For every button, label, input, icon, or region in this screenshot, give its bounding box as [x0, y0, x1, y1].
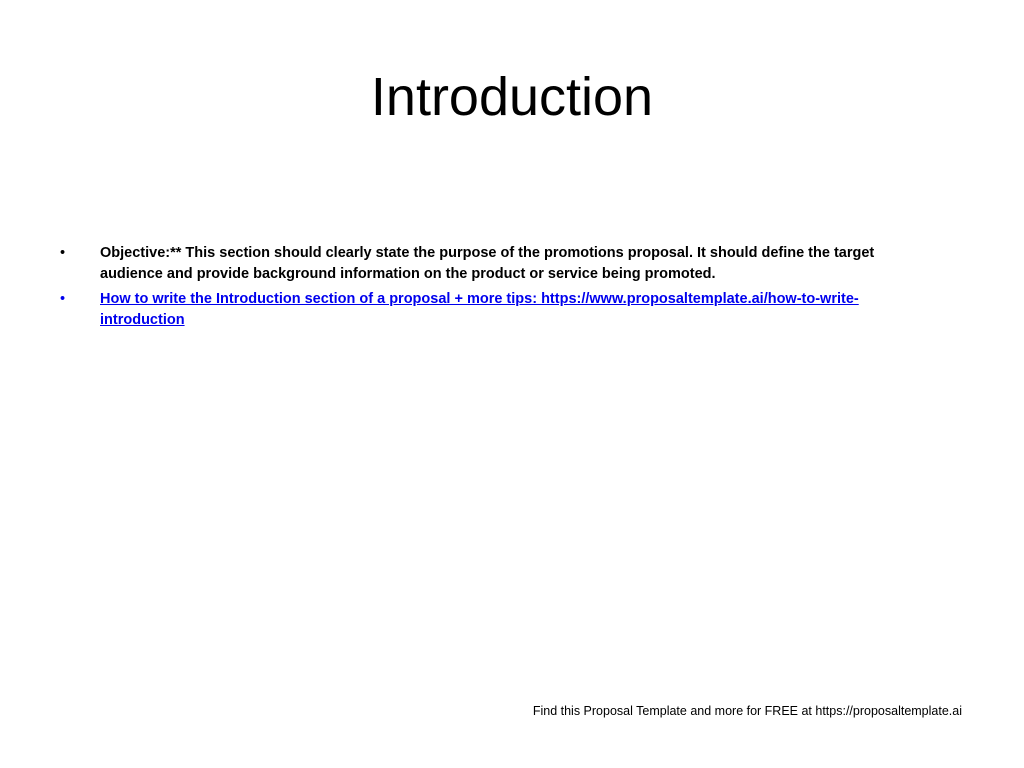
- bullet-item-link: [60, 289, 920, 331]
- footer-text: Find this Proposal Template and more for FREE at https://proposaltemplate.ai: [532, 704, 962, 718]
- introduction-tips-link[interactable]: How to write the Introduction section of a proposal + more tips: https://www.proposaltemplate.ai/how-to-write-introduction: [100, 291, 859, 328]
- bullet-text-objective: Objective:** This section should clearly state the purpose of the promotions proposal. It should define the target audience and provide background information on the product or service being promoted.: [100, 245, 875, 282]
- bullet-marker: •: [60, 245, 66, 261]
- slide-title: Introduction: [370, 67, 654, 127]
- bullet-item-objective: [60, 243, 920, 285]
- bullet-marker: •: [60, 291, 66, 307]
- bullet-list: [60, 243, 920, 335]
